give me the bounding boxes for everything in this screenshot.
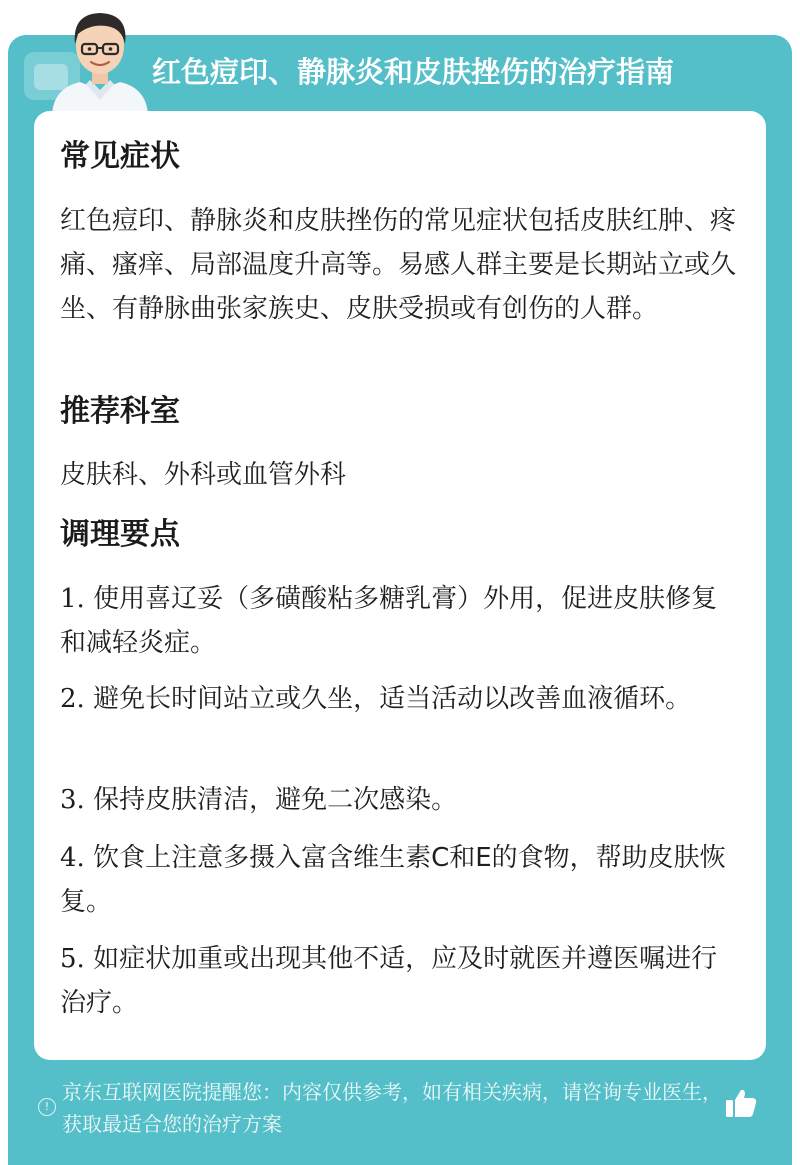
page-title: 红色痘印、静脉炎和皮肤挫伤的治疗指南 <box>152 55 675 89</box>
disclaimer-text: 京东互联网医院提醒您：内容仅供参考，如有相关疾病，请咨询专业医生，获取最适合您的治疗方案 <box>62 1080 722 1136</box>
content-card <box>34 111 766 1060</box>
care-heading: 调理要点 <box>60 517 180 552</box>
department-heading: 推荐科室 <box>60 394 180 429</box>
care-item: 5. 如症状加重或出现其他不适，应及时就医并遵医嘱进行治疗。 <box>60 944 718 1018</box>
department-text: 皮肤科、外科或血管外科 <box>60 460 347 490</box>
symptoms-text: 红色痘印、静脉炎和皮肤挫伤的常见症状包括皮肤红肿、疼痛、瘙痒、局部温度升高等。易感人群主要是长期站立或久坐、有静脉曲张家族史、皮肤受损或有创伤的人群。 <box>60 206 737 324</box>
care-item: 4. 饮食上注意多摄入富含维生素C和E的食物，帮助皮肤恢复。 <box>60 843 726 917</box>
care-item: 1. 使用喜辽妥（多磺酸粘多糖乳膏）外用，促进皮肤修复和减轻炎症。 <box>60 584 718 658</box>
care-item: 3. 保持皮肤清洁，避免二次感染。 <box>60 785 458 815</box>
info-icon: ! <box>38 1098 56 1116</box>
symptoms-heading: 常见症状 <box>60 139 180 174</box>
doctor-avatar-icon <box>44 4 156 114</box>
thumbs-up-icon[interactable] <box>724 1086 758 1120</box>
care-item: 2. 避免长时间站立或久坐，适当活动以改善血液循环。 <box>60 684 692 714</box>
